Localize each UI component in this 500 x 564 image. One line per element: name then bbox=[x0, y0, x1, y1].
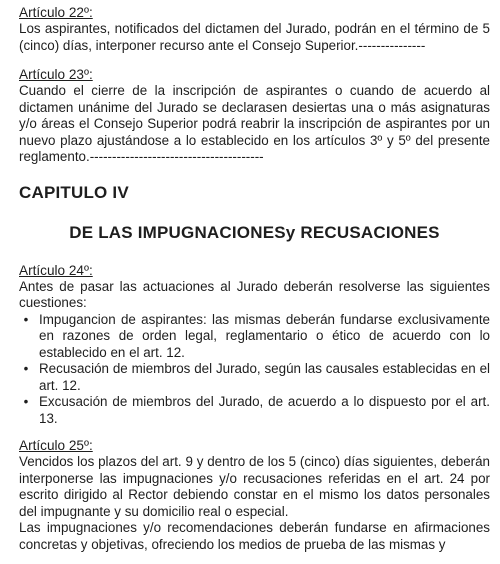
article-22 bbox=[19, 4, 490, 54]
article-22-text: Los aspirantes, notificados del dictamen del Jurado, podrán en el término de 5 (cinco) días, interponer recurso ante el Consejo Superior.--------------- bbox=[19, 21, 490, 53]
article-24 bbox=[19, 262, 490, 428]
bullet-icon: • bbox=[23, 311, 29, 327]
article-25-text-continued: Las impugnaciones y/o recomendaciones deberán fundarse en afirmaciones concretas y objetivas, ofreciendo los medios de prueba de las mismas y bbox=[19, 520, 490, 552]
article-24-list bbox=[19, 312, 490, 428]
article-25-text: Vencidos los plazos del art. 9 y dentro de los 5 (cinco) días siguientes, deberán interponerse las impugnaciones y/o recusaciones referidas en el art. 24 por escrito dirigido al Rector debiendo constar en el mismo los datos personales del impugnante y su domicilio real o especial. bbox=[19, 454, 490, 519]
article-23-heading: Artículo 23º: bbox=[19, 67, 93, 82]
list-item-text: Recusación de miembros del Jurado, según las causales establecidas en el art. 12. bbox=[39, 361, 490, 393]
chapter-label: CAPITULO IV bbox=[19, 182, 129, 202]
article-23 bbox=[19, 66, 490, 166]
list-item-text: Excusación de miembros del Jurado, de acuerdo a lo dispuesto por el art. 13. bbox=[39, 394, 490, 426]
chapter-title: DE LAS IMPUGNACIONESy RECUSACIONES bbox=[69, 222, 440, 242]
article-25-heading: Artículo 25º: bbox=[19, 438, 93, 453]
list-item-text: Impugancion de aspirantes: las mismas deberán fundarse exclusivamente en razones de orden legal, reglamentario o ético de acuerdo con lo establecido en el art. 12. bbox=[39, 311, 490, 360]
bullet-icon: • bbox=[23, 394, 29, 409]
article-23-text: Cuando el cierre de la inscripción de aspirantes o cuando de acuerdo al dictamen unánime del Jurado se declarasen desiertas una o más asignaturas y/o áreas el Consejo Superior podrá reabrir la inscripción de aspirantes por un nuevo plazo ajustándose a lo establecido en los artículos 3º y 5º del presente reglamento.--------------------------------------- bbox=[19, 83, 490, 164]
list-item bbox=[19, 312, 490, 362]
article-22-heading: Artículo 22º: bbox=[19, 5, 93, 20]
list-item bbox=[19, 394, 490, 427]
list-item bbox=[19, 361, 490, 394]
article-24-heading: Artículo 24º: bbox=[19, 262, 93, 278]
article-24-intro: Antes de pasar las actuaciones al Jurado deberán resolverse las siguientes cuestiones: bbox=[19, 278, 490, 310]
article-25 bbox=[19, 437, 490, 553]
bullet-icon: • bbox=[23, 361, 29, 376]
